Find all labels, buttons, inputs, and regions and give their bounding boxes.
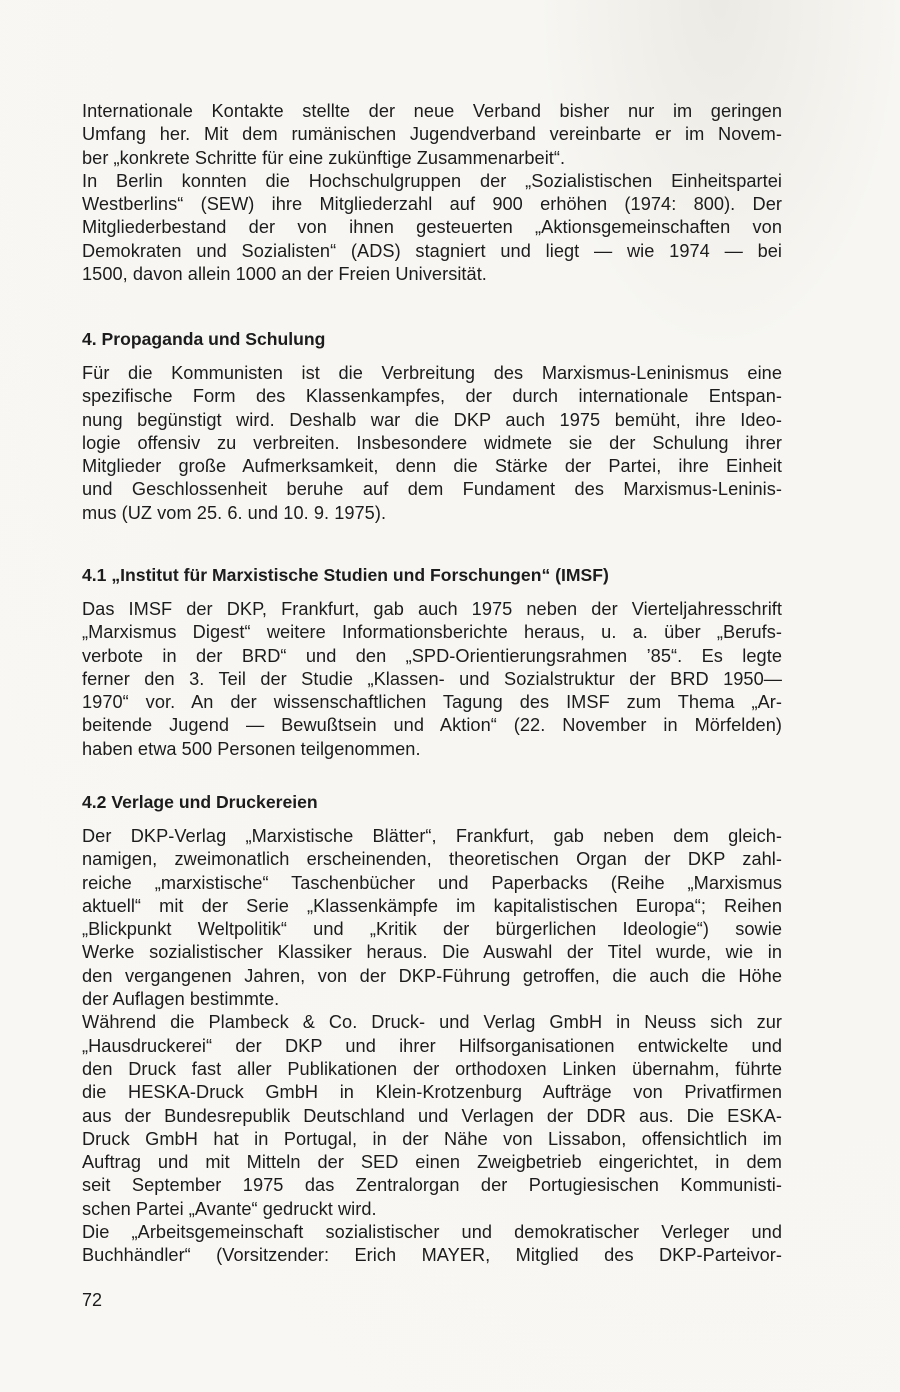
text-line: Der DKP-Verlag „Marxistische Blätter“, Frankfurt, gab neben dem gleich-: [82, 826, 782, 846]
text-line: Mitglieder große Aufmerksamkeit, denn die Stärke der Partei, ihre Einheit: [82, 456, 782, 477]
text-line: und Geschlossenheit beruhe auf dem Fundament des Marxismus-Leninis-: [82, 479, 782, 500]
text-line: namigen, zweimonatlich erscheinenden, theoretischen Organ der DKP zahl-: [82, 849, 782, 870]
text-line: Druck GmbH hat in Portugal, in der Nähe von Lissabon, offensichtlich im: [82, 1128, 782, 1149]
text-line: aus der Bundesrepublik Deutschland und Verlagen der DDR aus. Die ESKA-: [82, 1105, 782, 1126]
text-line: Die „Arbeitsgemeinschaft sozialistischer und demokratischer Verleger und: [82, 1222, 782, 1243]
paragraph: [82, 825, 782, 1268]
text-line: Internationale Kontakte stellte der neue Verband bisher nur im geringen: [82, 101, 782, 121]
section-heading: 4.2 Verlage und Druckereien: [82, 792, 318, 812]
section-heading: 4. Propaganda und Schulung: [82, 329, 326, 349]
text-line: „Blickpunkt Weltpolitik“ und „Kritik der bürgerlichen Ideologie“) sowie: [82, 919, 782, 940]
section-imsf: [82, 564, 782, 761]
text-line: Buchhändler“ (Vorsitzender: Erich MAYER, Mitglied des DKP-Parteivor-: [82, 1245, 782, 1266]
text-line: der Auflagen bestimmte.: [82, 989, 280, 1010]
text-line: schen Partei „Avante“ gedruckt wird.: [82, 1198, 377, 1219]
text-line: haben etwa 500 Personen teilgenommen.: [82, 738, 421, 759]
text-line: ferner den 3. Teil der Studie „Klassen- und Sozialstruktur der BRD 1950—: [82, 668, 782, 689]
text-line: reiche „marxistische“ Taschenbücher und Paperbacks (Reihe „Marxismus: [82, 872, 782, 893]
text-line: die HESKA-Druck GmbH in Klein-Krotzenburg Aufträge von Privatfirmen: [82, 1082, 782, 1103]
text-line: Das IMSF der DKP, Frankfurt, gab auch 1975 neben der Vierteljahresschrift: [82, 599, 782, 619]
text-line: den Druck fast aller Publikationen der orthodoxen Linken übernahm, führte: [82, 1058, 782, 1079]
text-line: nung begünstigt wird. Deshalb war die DKP auch 1975 bemüht, ihre Ideo-: [82, 409, 782, 430]
text-line: Demokraten und Sozialisten“ (ADS) stagniert und liegt — wie 1974 — bei: [82, 240, 782, 261]
text-line: Mitgliederbestand der von ihnen gesteuerten „Aktionsgemeinschaften von: [82, 217, 782, 238]
text-line: 1500, davon allein 1000 an der Freien Universität.: [82, 264, 487, 285]
text-line: Für die Kommunisten ist die Verbreitung des Marxismus-Leninismus eine: [82, 363, 782, 383]
text-line: „Marxismus Digest“ weitere Informationsberichte heraus, u. a. über „Berufs-: [82, 622, 782, 643]
text-line: „Hausdruckerei“ der DKP und ihrer Hilfsorganisationen entwickelte und: [82, 1035, 782, 1056]
text-line: aktuell“ mit der Serie „Klassenkämpfe im kapitalistischen Europa“; Reihen: [82, 895, 782, 916]
text-line: logie offensiv zu verbreiten. Insbesondere widmete sie der Schulung ihrer: [82, 432, 782, 453]
text-line: beitende Jugend — Bewußtsein und Aktion“ (22. November in Mörfelden): [82, 715, 782, 736]
text-line: Umfang her. Mit dem rumänischen Jugendverband vereinbarte er im Novem-: [82, 124, 782, 145]
text-line: ber „konkrete Schritte für eine zukünftige Zusammenarbeit“.: [82, 147, 566, 168]
text-line: mus (UZ vom 25. 6. und 10. 9. 1975).: [82, 502, 387, 523]
text-line: 1970“ vor. An der wissenschaftlichen Tagung des IMSF zum Thema „Ar-: [82, 692, 782, 713]
text-line: In Berlin konnten die Hochschulgruppen der „Sozialistischen Einheitspartei: [82, 170, 782, 191]
paragraph: [82, 100, 782, 286]
paragraph: [82, 362, 782, 525]
page-number: 72: [82, 1290, 103, 1310]
text-line: seit September 1975 das Zentralorgan der Portugiesischen Kommunisti-: [82, 1175, 782, 1196]
section-heading: 4.1 „Institut für Marxistische Studien und Forschungen“ (IMSF): [82, 565, 609, 585]
text-line: Auftrag und mit Mitteln der SED einen Zweigbetrieb eingerichtet, in dem: [82, 1152, 782, 1173]
section-propaganda: [82, 328, 782, 525]
text-line: Westberlins“ (SEW) ihre Mitgliederzahl auf 900 erhöhen (1974: 800). Der: [82, 194, 782, 215]
section-verlage: [82, 791, 782, 1268]
section-intro: [82, 100, 782, 286]
text-line: Werke sozialistischer Klassiker heraus. Die Auswahl der Titel wurde, wie in: [82, 942, 782, 963]
paragraph: [82, 598, 782, 761]
text-line: den vergangenen Jahren, von der DKP-Führung getroffen, die auch die Höhe: [82, 965, 782, 986]
text-line: spezifische Form des Klassenkampfes, der durch internationale Entspan-: [82, 386, 782, 407]
text-line: Während die Plambeck & Co. Druck- und Verlag GmbH in Neuss sich zur: [82, 1012, 782, 1033]
text-line: verbote in der BRD“ und den „SPD-Orientierungsrahmen ’85“. Es legte: [82, 645, 782, 666]
